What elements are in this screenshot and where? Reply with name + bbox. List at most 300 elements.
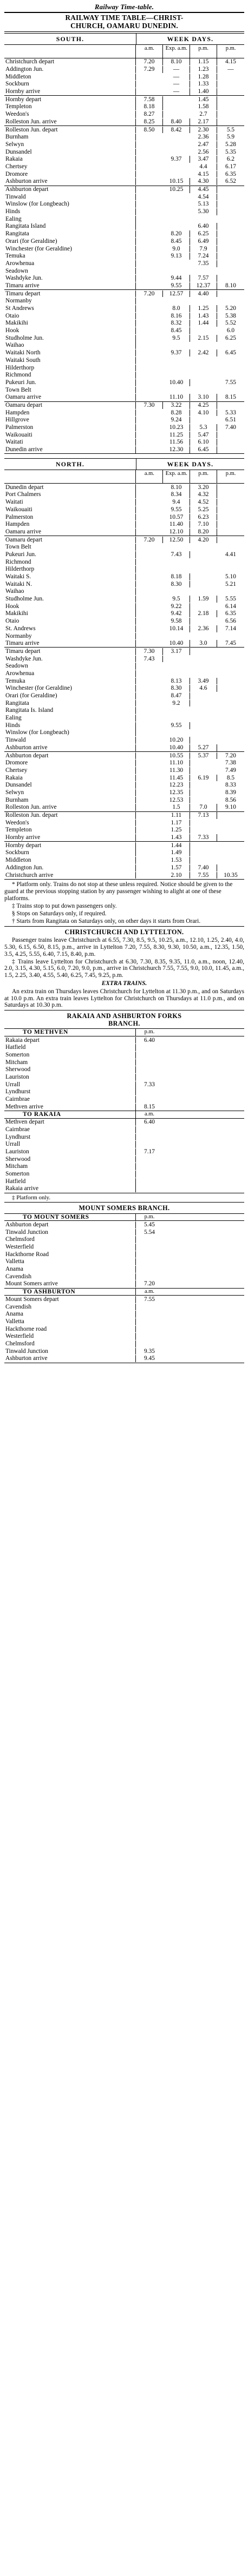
- station-name: Westerfield: [4, 1333, 136, 1340]
- table-row: [4, 1221, 244, 1228]
- station-name: Winslow (for Longbeach): [4, 729, 136, 736]
- table-row: [4, 1266, 244, 1273]
- time-cell: —: [163, 74, 190, 81]
- station-name: Hampden: [4, 409, 136, 417]
- station-name: Sockburn: [4, 849, 136, 856]
- station-name: Town Belt: [4, 387, 136, 394]
- column-header: p.m.: [144, 1029, 155, 1035]
- table-row: [4, 640, 244, 648]
- to-mount-somers-table: [4, 1213, 244, 1289]
- column-header: p.m.: [144, 1213, 155, 1220]
- to-mount-somers-heading: TO MOUNT SOMERS: [4, 1214, 136, 1221]
- table-row: [4, 1280, 244, 1288]
- time-cell: 5.28: [225, 141, 236, 148]
- station-name: Mount Somers arrive: [4, 1280, 136, 1287]
- table-row: [4, 804, 244, 811]
- time-cell: 4.30: [190, 178, 217, 185]
- time-cell: 8.27: [136, 111, 163, 118]
- station-name: Temuka: [4, 253, 136, 260]
- table-row: [4, 111, 244, 118]
- table-row: [4, 1355, 244, 1363]
- station-name: Oamaru depart: [4, 537, 136, 544]
- table-row: [4, 446, 244, 454]
- timetable-section: [4, 96, 244, 126]
- station-name: Hinds: [4, 722, 136, 729]
- station-name: Hatfield: [4, 1044, 136, 1051]
- station-name: Westerfield: [4, 1244, 136, 1251]
- time-cell: 5.3: [190, 424, 217, 431]
- station-name: Hilderthorp: [4, 566, 136, 573]
- table-row: [4, 752, 244, 759]
- station-name: Waitati: [4, 499, 136, 506]
- time-cell: 5.54: [144, 1228, 155, 1236]
- column-headers: [4, 470, 244, 484]
- time-cell: 7.40: [225, 424, 236, 431]
- station-name: Christchurch depart: [4, 58, 136, 65]
- time-cell: 6.25: [190, 230, 217, 237]
- timetable-section: [4, 752, 244, 812]
- table-row: [4, 96, 244, 103]
- table-row: [4, 58, 244, 66]
- table-row: [4, 1311, 244, 1318]
- time-cell: 5.20: [225, 305, 236, 312]
- time-cell: 8.20: [163, 230, 190, 237]
- time-cell: 7.13: [190, 812, 217, 819]
- time-cell: 8.18: [163, 573, 190, 580]
- extra-trains-heading: EXTRA TRAINS.: [101, 980, 147, 987]
- table-row: [4, 1340, 244, 1348]
- station-name: Dromore: [4, 171, 136, 178]
- table-row: [4, 737, 244, 744]
- table-row: [4, 857, 244, 864]
- time-cell: 9.0: [163, 246, 190, 253]
- newspaper-column: [4, 3, 244, 1363]
- station-name: Arowhenua: [4, 260, 136, 267]
- table-row: [4, 774, 244, 782]
- table-row: [4, 409, 244, 417]
- time-cell: 8.40: [163, 118, 190, 126]
- table-row: [4, 729, 244, 737]
- time-cell: 12.50: [163, 537, 190, 544]
- station-name: Winchester (for Geraldine): [4, 685, 136, 692]
- station-name: Waikouaiti: [4, 506, 136, 513]
- time-cell: 9.42: [163, 610, 190, 617]
- station-name: Waitaki North: [4, 349, 136, 356]
- time-cell: 10.15: [163, 178, 190, 185]
- time-cell: 9.45: [144, 1355, 155, 1362]
- week-days-heading: WEEK DAYS.: [167, 35, 214, 43]
- table-row: [4, 1036, 244, 1044]
- time-cell: 6.23: [190, 514, 217, 521]
- time-cell: 7.20: [136, 537, 163, 544]
- time-cell: 7.33: [144, 1081, 155, 1088]
- table-row: [4, 208, 244, 216]
- table-row: [4, 1081, 244, 1088]
- time-cell: 8.30: [163, 581, 190, 588]
- time-cell: 4.4: [190, 163, 217, 170]
- time-cell: 8.30: [163, 685, 190, 692]
- timetable-section: [4, 842, 244, 879]
- time-cell: 7.55: [225, 379, 236, 386]
- ch-lyttelton-para-3: An extra train on Thursdays leaves Christchurch for Lyttelton at 11.30 p.m., and on Saturdays at 10.0 p.m. An extra train leaves Lyttelton for Christchurch on Thursdays at 11.0 p.m., and on Saturdays at 10.30 p.m.: [4, 988, 244, 1009]
- table-row: [4, 320, 244, 327]
- time-cell: 11.25: [163, 432, 190, 439]
- time-cell: 3.10: [190, 394, 217, 401]
- station-name: Washdyke Jun.: [4, 275, 136, 282]
- time-cell: 4.52: [190, 499, 217, 506]
- table-row: [4, 573, 244, 581]
- time-cell: 8.28: [163, 409, 190, 417]
- column-header: p.m.: [225, 45, 236, 51]
- time-cell: 7.20: [225, 752, 236, 759]
- time-cell: 7.14: [225, 625, 236, 632]
- time-cell: 6.49: [190, 238, 217, 245]
- time-cell: 5.35: [225, 148, 236, 155]
- time-cell: 7.45: [225, 640, 236, 647]
- table-row: [4, 1119, 244, 1126]
- station-name: Burnham: [4, 797, 136, 804]
- time-cell: 2.17: [190, 118, 217, 126]
- time-cell: 1.25: [190, 305, 217, 312]
- station-name: Selwyn: [4, 789, 136, 796]
- table-row: [4, 1348, 244, 1355]
- table-row: [4, 1066, 244, 1074]
- station-name: Cairnbrae: [4, 1096, 136, 1103]
- time-cell: 7.40: [190, 864, 217, 871]
- table-row: [4, 789, 244, 797]
- table-row: [4, 118, 244, 126]
- rakaia-branch-title-2: BRANCH.: [108, 1019, 140, 1027]
- station-name: Temuka: [4, 678, 136, 685]
- station-name: Rolleston Jun. depart: [4, 812, 136, 819]
- table-row: [4, 1243, 244, 1251]
- time-cell: 5.9: [226, 134, 235, 141]
- table-row: [4, 1141, 244, 1148]
- table-row: [4, 551, 244, 559]
- time-cell: 1.49: [163, 849, 190, 856]
- ch-lyttelton-para-2: ‡ Trains leave Lyttelton for Christchurch at 6.30, 7.30, 8.35, 9.35, 11.0, a.m., noon, 12.40, 2.0, 3.15, 4.30, 5.15, 6.0, 7.20, 9.0, p.m., arrive in Christchurch 7.55, 7.55, 9.0, 10.0, 11.45, a.m., 1.5, 2.25, 3.40, 4.55, 5.40, 6.25, 7.45, 9.25, p.m.: [4, 958, 244, 979]
- station-name: Hillgrove: [4, 417, 136, 424]
- station-name: Valletta: [4, 1318, 136, 1325]
- south-table-header: [4, 34, 244, 45]
- station-name: Hampden: [4, 521, 136, 528]
- north-timetable: [4, 458, 244, 879]
- station-name: Oamaru depart: [4, 402, 136, 409]
- time-cell: 7.17: [144, 1148, 155, 1155]
- time-cell: 9.55: [163, 282, 190, 289]
- south-timetable: [4, 33, 244, 454]
- table-row: [4, 282, 244, 290]
- time-cell: 7.38: [225, 759, 236, 767]
- time-cell: 1.11: [163, 812, 190, 819]
- station-name: Rangitata Is. Island: [4, 707, 136, 714]
- to-ashburton-heading: TO ASHBURTON: [4, 1289, 136, 1296]
- station-name: Hinds: [4, 208, 136, 215]
- table-row: [4, 819, 244, 827]
- time-cell: 9.10: [225, 804, 236, 811]
- time-cell: 4.25: [190, 402, 217, 409]
- time-cell: 12.23: [163, 782, 190, 789]
- time-cell: 2.15: [190, 335, 217, 342]
- time-cell: 4.54: [190, 194, 217, 201]
- station-name: Chelmsford: [4, 1236, 136, 1243]
- south-table-body: [4, 58, 244, 453]
- station-name: Ashburton depart: [4, 186, 136, 193]
- station-name: Chertsey: [4, 163, 136, 170]
- station-name: Chelmsford: [4, 1340, 136, 1348]
- note-put-down-only: ‡ Trains stop to put down passengers only.: [12, 902, 117, 909]
- note-platform-only: * Platform only. Trains do not stop at these unless required. Notice should be given to the guard at the previous stopping station by any passenger wishing to alight at one of these platforms.: [4, 881, 233, 902]
- table-row: [4, 1303, 244, 1311]
- station-name: Dunedin arrive: [4, 446, 136, 453]
- time-cell: 4.15: [225, 58, 236, 65]
- station-name: Tinwald Junction: [4, 1348, 136, 1355]
- table-row: [4, 424, 244, 432]
- time-cell: —: [227, 66, 234, 73]
- table-row: [4, 1273, 244, 1280]
- station-name: Waihao: [4, 588, 136, 595]
- time-cell: 8.5: [226, 774, 235, 781]
- table-row: [4, 632, 244, 640]
- time-cell: 5.38: [225, 312, 236, 319]
- time-cell: 8.45: [163, 238, 190, 245]
- time-cell: 1.43: [163, 834, 190, 841]
- station-name: Hatfield: [4, 1178, 136, 1185]
- time-cell: 1.25: [163, 827, 190, 834]
- table-row: [4, 744, 244, 751]
- table-row: [4, 1088, 244, 1096]
- station-name: Rolleston Jun. arrive: [4, 118, 136, 126]
- station-name: Lauriston: [4, 1148, 136, 1155]
- station-name: Normanby: [4, 298, 136, 305]
- time-cell: 5.47: [190, 432, 217, 439]
- station-name: Ashburton depart: [4, 752, 136, 759]
- time-cell: 10.23: [163, 424, 190, 431]
- table-row: [4, 1133, 244, 1141]
- table-row: [4, 260, 244, 267]
- station-name: Anama: [4, 1311, 136, 1318]
- time-cell: 9.4: [163, 499, 190, 506]
- table-row: [4, 491, 244, 499]
- time-cell: 4.41: [225, 551, 236, 558]
- time-cell: 8.10: [163, 484, 190, 491]
- table-row: [4, 431, 244, 439]
- station-name: Urrall: [4, 1081, 136, 1088]
- time-cell: —: [163, 66, 190, 73]
- time-cell: 5.13: [190, 201, 217, 208]
- table-row: [4, 334, 244, 342]
- table-row: [4, 88, 244, 96]
- station-column-header: [4, 45, 136, 58]
- table-row: [4, 148, 244, 156]
- station-name: St Andrews: [4, 305, 136, 312]
- table-row: [4, 1333, 244, 1340]
- table-row: [4, 707, 244, 715]
- station-name: Timaru arrive: [4, 640, 136, 647]
- time-cell: 11.30: [163, 767, 190, 774]
- time-cell: 5.21: [225, 580, 236, 587]
- station-name: Pukeuri Jun.: [4, 551, 136, 558]
- timetable-section: [4, 126, 244, 186]
- table-row: [4, 1258, 244, 1266]
- station-name: Weedon's: [4, 820, 136, 827]
- time-cell: 5.10: [225, 573, 236, 580]
- time-cell: 3.22: [163, 402, 190, 409]
- time-cell: 7.10: [190, 521, 217, 528]
- station-name: Studholme Jun.: [4, 335, 136, 342]
- time-cell: 1.59: [190, 596, 217, 603]
- station-name: Lyndhurst: [4, 1088, 136, 1095]
- table-row: [4, 618, 244, 625]
- station-name: Addington Jun.: [4, 864, 136, 871]
- station-name: Mitcham: [4, 1059, 136, 1066]
- station-name: Cairnbrae: [4, 1126, 136, 1133]
- station-name: Waitaki S.: [4, 573, 136, 580]
- time-cell: 9.5: [163, 335, 190, 342]
- time-cell: 3.49: [190, 678, 217, 685]
- station-name: Winslow (for Longbeach): [4, 201, 136, 208]
- table-row: [4, 648, 244, 655]
- station-name: Weedon's: [4, 111, 136, 118]
- station-name: Waikouaiti: [4, 432, 136, 439]
- column-header: a.m.: [144, 1111, 155, 1118]
- timetable-section: [4, 536, 244, 648]
- station-name: Dunsandel: [4, 149, 136, 156]
- rakaia-branch-title-1: RAKAIA AND ASHBURTON FORKS: [67, 1012, 182, 1020]
- table-row: [4, 81, 244, 88]
- time-cell: 12.53: [163, 797, 190, 804]
- station-name: Dromore: [4, 759, 136, 767]
- time-cell: 9.58: [163, 618, 190, 625]
- station-name: Palmerston: [4, 424, 136, 431]
- station-column-header: [4, 470, 136, 483]
- time-cell: 6.45: [225, 349, 236, 356]
- column-header: a.m.: [136, 470, 163, 483]
- time-cell: 11.40: [163, 521, 190, 528]
- to-methven-body: [4, 1036, 244, 1111]
- station-name: Orari (for Geraldine): [4, 692, 136, 699]
- station-name: Ashburton arrive: [4, 178, 136, 185]
- station-name: Makikihi: [4, 320, 136, 327]
- table-row: [4, 1318, 244, 1325]
- table-row: [4, 1126, 244, 1133]
- station-name: Normanby: [4, 633, 136, 640]
- station-name: Middleton: [4, 74, 136, 81]
- time-cell: 3.20: [190, 484, 217, 491]
- table-row: [4, 342, 244, 349]
- time-cell: 8.15: [225, 394, 236, 401]
- time-cell: 6.19: [190, 775, 217, 782]
- time-cell: 8.32: [163, 320, 190, 327]
- table-row: [4, 215, 244, 223]
- time-cell: 1.40: [190, 88, 217, 95]
- station-name: Somerton: [4, 1052, 136, 1059]
- table-row: [4, 163, 244, 171]
- table-row: [4, 349, 244, 357]
- station-name: Timaru depart: [4, 648, 136, 655]
- time-cell: 8.50: [136, 127, 163, 134]
- time-cell: 8.56: [225, 796, 236, 803]
- to-rakaia-table: [4, 1111, 244, 1193]
- table-row: [4, 327, 244, 335]
- table-row: [4, 1325, 244, 1333]
- table-row: [4, 536, 244, 544]
- table-row: [4, 73, 244, 81]
- ch-lyttelton-title: CHRISTCHURCH AND LYTTELTON.: [64, 928, 184, 936]
- table-row: [4, 812, 244, 820]
- timetable-section: [4, 290, 244, 401]
- column-header: Exp. a.m.: [163, 45, 190, 58]
- station-name: Timaru arrive: [4, 282, 136, 289]
- station-name: Templeton: [4, 827, 136, 834]
- table-row: [4, 767, 244, 774]
- table-row: [4, 386, 244, 394]
- time-cell: 8.10: [163, 58, 190, 65]
- table-row: [4, 364, 244, 372]
- time-cell: 9.13: [163, 253, 190, 260]
- time-cell: 9.35: [144, 1348, 155, 1355]
- timetable-section: [4, 186, 244, 290]
- table-row: [4, 66, 244, 74]
- time-cell: 6.40: [144, 1036, 155, 1043]
- to-methven-header: [4, 1029, 244, 1036]
- time-cell: 7.20: [144, 1280, 155, 1287]
- time-cell: 1.43: [190, 313, 217, 320]
- time-cell: 7.24: [190, 253, 217, 260]
- station-name: Sherwood: [4, 1066, 136, 1073]
- table-row: [4, 1171, 244, 1178]
- table-row: [4, 1148, 244, 1156]
- station-name: Cavendish: [4, 1304, 136, 1311]
- time-cell: 1.23: [190, 66, 217, 73]
- time-cell: 6.0: [226, 327, 235, 334]
- table-row: [4, 223, 244, 230]
- time-cell: 8.42: [163, 127, 190, 134]
- table-row: [4, 439, 244, 446]
- table-row: [4, 170, 244, 178]
- station-name: Seadown: [4, 663, 136, 670]
- time-cell: 7.49: [225, 767, 236, 774]
- time-cell: 7.43: [136, 656, 163, 663]
- time-cell: 12.35: [163, 789, 190, 796]
- time-cell: 4.10: [190, 409, 217, 417]
- table-row: [4, 782, 244, 789]
- to-mount-somers-body: [4, 1221, 244, 1287]
- time-cell: 3.17: [163, 648, 190, 655]
- time-cell: 6.10: [190, 439, 217, 446]
- station-name: Waihao: [4, 342, 136, 349]
- table-row: [4, 417, 244, 424]
- time-cell: 5.27: [190, 744, 217, 751]
- time-cell: 10.25: [163, 186, 190, 193]
- station-name: Rakaia: [4, 156, 136, 163]
- station-name: Christchurch arrive: [4, 872, 136, 879]
- time-cell: 6.56: [225, 618, 236, 625]
- table-row: [4, 1251, 244, 1258]
- time-cell: 4.20: [190, 537, 217, 544]
- table-row: [4, 305, 244, 313]
- station-name: Washdyke Jun.: [4, 656, 136, 663]
- station-name: Otaio: [4, 313, 136, 320]
- table-row: [4, 521, 244, 529]
- table-row: [4, 201, 244, 208]
- divider: [4, 926, 244, 927]
- station-name: Hackthorne road: [4, 1326, 136, 1333]
- station-name: Palmerston: [4, 514, 136, 521]
- time-cell: 8.16: [163, 313, 190, 320]
- time-cell: 1.28: [190, 74, 217, 81]
- station-name: Sockburn: [4, 81, 136, 88]
